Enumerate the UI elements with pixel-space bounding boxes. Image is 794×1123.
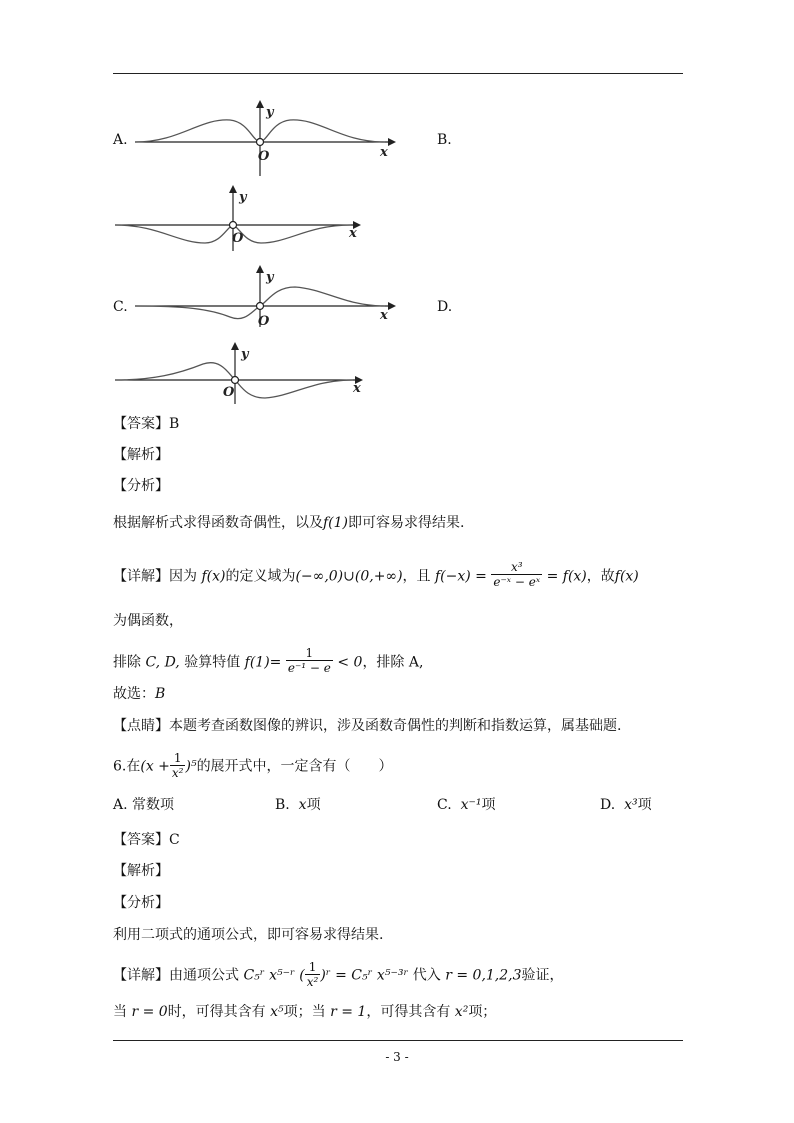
q6-option-c [437, 795, 495, 815]
q5-exclude-num: 1 [286, 646, 333, 661]
graph-option-a [130, 98, 400, 178]
q6-detail-formula-b: )ʳ = C₅ʳ x⁵⁻³ʳ [320, 967, 409, 984]
graph-d-y-label: y [241, 347, 249, 362]
q5-jiexi: 【解析】 [113, 447, 169, 463]
graph-a-x-label: x [380, 145, 388, 160]
q5-detail-num: x³ [491, 560, 542, 575]
q5-exclude-2: 验算特值 [184, 654, 241, 671]
q6-option-b-text: 项 [306, 797, 321, 813]
q6-last-4: ，可得其含有 [366, 1004, 451, 1020]
q6-option-d-text: 项 [637, 797, 652, 813]
graph-c-y-label: y [266, 270, 274, 285]
q6-option-d-math: x³ [624, 797, 638, 813]
q6-stem-fraction [170, 751, 186, 780]
q5-fenxi-text [113, 513, 464, 533]
q5-exclude-f1: f(1)= [244, 654, 282, 671]
footer-rule [113, 1040, 683, 1041]
q5-choose: 故选： [113, 686, 155, 702]
q6-option-c-label: C. [437, 797, 452, 813]
q5-dianjing: 【点睛】本题考查函数图像的辨识，涉及函数奇偶性的判断和指数运算，属基础题. [113, 718, 622, 734]
q5-exclude-cd: C, D, [145, 654, 180, 671]
q5-detail-eq: = f(x) [546, 568, 587, 585]
option-b-label: B. [437, 132, 452, 148]
q6-detail-num: 1 [305, 960, 321, 975]
graph-b-o-label: O [232, 231, 244, 246]
q6-stem [113, 752, 393, 781]
q5-detail-4: ，故 [586, 568, 615, 585]
q6-detail-den: x² [306, 975, 319, 989]
q6-detail-line [113, 961, 564, 990]
q6-last-5: 项； [468, 1004, 497, 1020]
header-rule [113, 73, 683, 74]
q5-choose-val: B [155, 686, 166, 702]
q5-detail-line [113, 562, 639, 591]
q5-detail-den: e⁻ˣ − eˣ [493, 575, 541, 589]
q6-last-line [113, 1002, 496, 1022]
q5-detail-3: ，且 [402, 568, 431, 585]
q6-option-b-label: B. [275, 797, 290, 813]
q6-stem-1: 6.在 [113, 758, 141, 775]
q5-fenxi-math: f(1) [323, 515, 349, 531]
q6-last-r0: r = 0 [131, 1004, 168, 1020]
q5-exclude-line [113, 648, 423, 677]
q6-detail-label: 【详解】 [113, 967, 169, 984]
q6-last-1: 当 [113, 1004, 127, 1020]
q6-option-d [600, 795, 652, 815]
graph-b-y-label: y [239, 190, 247, 205]
q5-detail-2: 的定义域为 [225, 568, 296, 585]
q6-last-r1: r = 1 [330, 1004, 367, 1020]
option-a-label: A. [113, 132, 128, 148]
q6-detail-formula-a: C₅ʳ x⁵⁻ʳ ( [243, 967, 305, 984]
q6-stem-num: 1 [170, 751, 186, 766]
graph-option-d [113, 342, 373, 407]
q6-stem-den: x² [171, 766, 184, 780]
q6-last-3: 项；当 [283, 1004, 326, 1020]
q5-detail-f: f(x) [201, 568, 226, 585]
q6-last-2: 时，可得其含有 [167, 1004, 266, 1020]
q6-detail-r: r = 0,1,2,3 [445, 967, 522, 984]
q6-last-x2: x² [454, 1004, 469, 1020]
q6-stem-2: 的展开式中，一定含有（ ） [196, 758, 393, 775]
page-number: - 3 - [385, 1050, 409, 1064]
q6-stem-expr-pre: (x + [140, 758, 170, 775]
q6-option-c-text: 项 [481, 797, 496, 813]
q6-answer: 【答案】C [113, 832, 180, 848]
graph-option-c [130, 265, 400, 330]
q6-fenxi: 【分析】 [113, 895, 169, 911]
q6-stem-expr-post: )⁵ [185, 758, 197, 775]
q6-option-b-math: x [298, 797, 307, 813]
q5-choose-line [113, 684, 165, 704]
graph-option-b [113, 185, 373, 255]
option-d-label: D. [437, 299, 453, 315]
graph-d-x-label: x [353, 381, 361, 396]
q5-even-line: 为偶函数， [113, 613, 183, 629]
graph-c-o-label: O [258, 314, 270, 329]
q6-option-a: A. 常数项 [113, 797, 175, 813]
q5-exclude-fraction [286, 646, 333, 675]
q5-fenxi: 【分析】 [113, 478, 169, 494]
q6-fenxi-text: 利用二项式的通项公式，即可容易求得结果. [113, 927, 384, 943]
q5-detail-f2: f(x) [614, 568, 639, 585]
q5-exclude-den: e⁻¹ − e [287, 661, 331, 675]
graph-a-y-label: y [266, 105, 274, 120]
q5-detail-fneg: f(−x) = [435, 568, 487, 585]
q5-exclude-3: ，排除 A, [362, 654, 424, 671]
q5-detail-domain: (−∞,0)∪(0,+∞) [295, 568, 403, 585]
q5-exclude-lt: < 0 [337, 654, 363, 671]
graph-d-o-label: O [223, 385, 235, 400]
q5-detail-1: 因为 [169, 568, 197, 585]
graph-b-x-label: x [349, 226, 357, 241]
q5-fenxi-tail: 即可容易求得结果. [348, 515, 465, 531]
q5-detail-fraction [491, 560, 542, 589]
q5-fenxi-body: 根据解析式求得函数奇偶性，以及 [113, 515, 323, 531]
q6-option-d-label: D. [600, 797, 616, 813]
q6-option-b [275, 795, 321, 815]
q6-detail-1: 由通项公式 [169, 967, 239, 984]
q5-answer: 【答案】B [113, 416, 180, 432]
graph-a-o-label: O [258, 149, 270, 164]
q6-detail-3: 验证， [521, 967, 564, 984]
q6-jiexi: 【解析】 [113, 863, 169, 879]
option-c-label: C. [113, 299, 128, 315]
q5-exclude-1: 排除 [113, 654, 141, 671]
q6-last-x5: x⁵ [270, 1004, 284, 1020]
q6-detail-2: 代入 [412, 967, 441, 984]
q5-detail-label: 【详解】 [113, 568, 169, 585]
graph-c-x-label: x [380, 308, 388, 323]
q6-detail-fraction [305, 960, 321, 989]
q6-option-c-math: x⁻¹ [460, 797, 482, 813]
